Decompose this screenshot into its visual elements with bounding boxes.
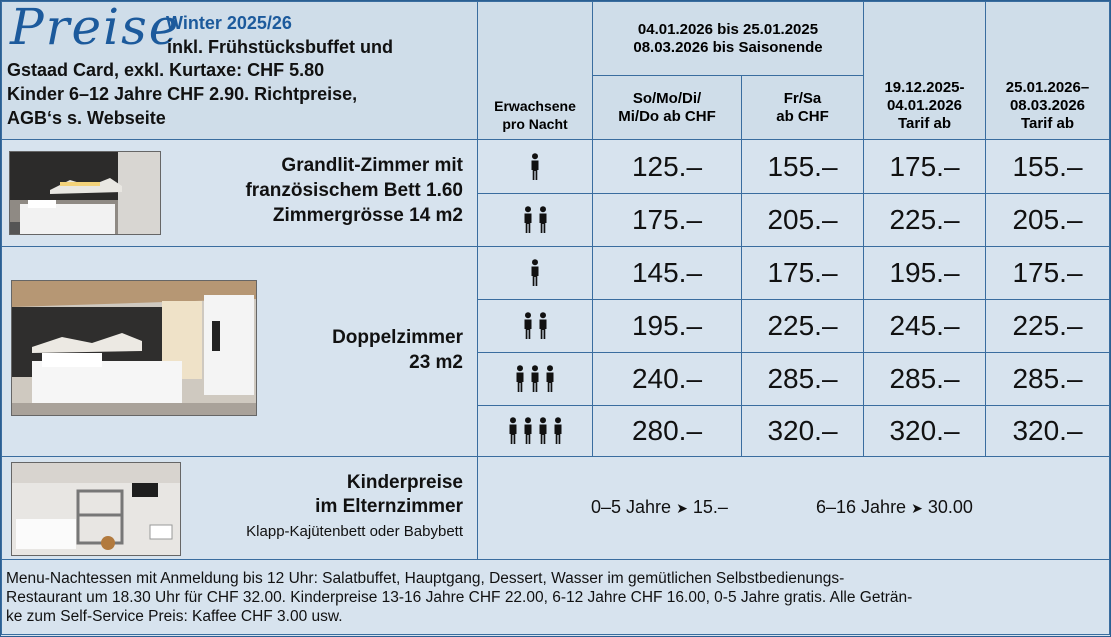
weekday-line2: Mi/Do ab CHF xyxy=(618,107,716,125)
person-icon xyxy=(515,365,525,393)
price-tarif2: 225.– xyxy=(985,299,1110,353)
adults-header-line2: pro Nacht xyxy=(502,116,568,132)
kids-price-young-value: 15.– xyxy=(692,497,728,517)
weekday-header xyxy=(592,75,742,140)
arrow-icon: ➤ xyxy=(676,500,688,516)
room-name-doppel xyxy=(332,325,463,375)
persons-cell-3p xyxy=(477,352,593,406)
price-weekday: 125.– xyxy=(592,139,742,194)
room-doppel xyxy=(1,246,478,457)
person-icon xyxy=(538,206,548,234)
room-name-line1: Doppelzimmer xyxy=(332,327,463,348)
adults-header xyxy=(477,1,593,140)
header-line-2: Gstaad Card, exkl. Kurtaxe: CHF 5.80 xyxy=(7,60,325,80)
tarif2-line2: 08.03.2026 xyxy=(1009,97,1086,114)
persons-cell-4p xyxy=(477,405,593,457)
tarif1-line1: 19.12.2025- xyxy=(884,79,965,96)
price-tarif1: 245.– xyxy=(863,299,986,353)
price-weekend: 155.– xyxy=(741,139,864,194)
period-line1: 04.01.2026 bis 25.01.2025 xyxy=(637,20,819,38)
season-label: Winter 2025/26 xyxy=(166,13,292,33)
kids-price-young xyxy=(591,497,728,518)
room-name-line2: 23 m2 xyxy=(409,352,463,373)
price-tarif2: 320.– xyxy=(985,405,1110,457)
room-photo-kids xyxy=(11,462,181,556)
person-icon xyxy=(530,259,540,287)
person-icon xyxy=(545,365,555,393)
price-weekday: 195.– xyxy=(592,299,742,353)
price-weekend: 205.– xyxy=(741,193,864,247)
price-tarif1: 320.– xyxy=(863,405,986,457)
footer-line-1: Menu-Nachtessen mit Anmeldung bis 12 Uhr: Salatbuffet, Hauptgang, Dessert, Wasser im gemütlichen Selbstbedienungs- xyxy=(6,570,845,587)
person-icon xyxy=(538,312,548,340)
kids-prices xyxy=(477,456,1110,560)
room-photo-grandlit xyxy=(9,151,161,235)
weekday-line1: So/Mo/Di/ xyxy=(632,89,702,107)
kids-panel xyxy=(1,456,478,560)
kids-title xyxy=(315,471,463,519)
price-weekend: 225.– xyxy=(741,299,864,353)
persons-cell-1p xyxy=(477,246,593,300)
weekend-header xyxy=(741,75,864,140)
arrow-icon: ➤ xyxy=(911,500,923,516)
title-script: Preise xyxy=(10,0,181,56)
family-room-photo-icon xyxy=(12,463,180,555)
bedroom-photo-icon xyxy=(10,152,160,234)
header-panel xyxy=(1,1,478,140)
person-icon xyxy=(538,417,548,445)
weekend-line1: Fr/Sa xyxy=(783,89,822,107)
period-header xyxy=(592,1,864,76)
room-name-grandlit xyxy=(245,153,463,228)
price-weekend: 175.– xyxy=(741,246,864,300)
room-name-line2: französischem Bett 1.60 xyxy=(245,180,463,201)
header-line-3: Kinder 6–12 Jahre CHF 2.90. Richtpreise, xyxy=(7,84,358,104)
person-icon xyxy=(523,312,533,340)
bedroom-photo-icon xyxy=(12,281,256,415)
footer-line-3: ke zum Self-Service Preis: Kaffee CHF 3.00 usw. xyxy=(6,608,343,625)
price-tarif2: 205.– xyxy=(985,193,1110,247)
person-icon xyxy=(523,417,533,445)
price-tarif2: 285.– xyxy=(985,352,1110,406)
price-tarif1: 175.– xyxy=(863,139,986,194)
footer-note xyxy=(1,559,1110,635)
price-weekday: 240.– xyxy=(592,352,742,406)
room-grandlit xyxy=(1,139,478,247)
tarif2-line3: Tarif ab xyxy=(1020,115,1075,132)
persons-cell-2p xyxy=(477,299,593,353)
tarif1-line3: Tarif ab xyxy=(897,115,952,132)
persons-cell-1p xyxy=(477,139,593,194)
weekend-line2: ab CHF xyxy=(776,107,829,125)
tarif2-header xyxy=(985,1,1110,140)
kids-subtitle: Klapp-Kajütenbett oder Babybett xyxy=(246,523,463,540)
persons-cell-2p xyxy=(477,193,593,247)
header-line-4: AGB‘s s. Webseite xyxy=(7,108,166,128)
tarif1-header xyxy=(863,1,986,140)
price-weekday: 145.– xyxy=(592,246,742,300)
tarif2-line1: 25.01.2026– xyxy=(1005,79,1090,96)
person-icon xyxy=(523,206,533,234)
price-tarif1: 285.– xyxy=(863,352,986,406)
room-photo-doppel xyxy=(11,280,257,416)
price-weekday: 175.– xyxy=(592,193,742,247)
period-line2: 08.03.2026 bis Saisonende xyxy=(633,38,823,56)
kids-price-older xyxy=(816,497,973,518)
person-icon xyxy=(508,417,518,445)
kids-price-older-label: 6–16 Jahre xyxy=(816,497,907,517)
price-tarif1: 195.– xyxy=(863,246,986,300)
price-weekend: 285.– xyxy=(741,352,864,406)
person-icon xyxy=(553,417,563,445)
price-tarif2: 155.– xyxy=(985,139,1110,194)
price-tarif1: 225.– xyxy=(863,193,986,247)
kids-price-older-value: 30.00 xyxy=(927,497,973,517)
price-weekend: 320.– xyxy=(741,405,864,457)
kids-title-line2: im Elternzimmer xyxy=(315,496,463,517)
tarif1-line2: 04.01.2026 xyxy=(886,97,963,114)
kids-price-young-label: 0–5 Jahre xyxy=(591,497,672,517)
price-weekday: 280.– xyxy=(592,405,742,457)
price-tarif2: 175.– xyxy=(985,246,1110,300)
room-name-line1: Grandlit-Zimmer mit xyxy=(281,155,463,176)
footer-line-2: Restaurant um 18.30 Uhr für CHF 32.00. Kinderpreise 13-16 Jahre CHF 22.00, 6-12 Jahre CHF 16.00, 0-5 Jahre gratis. Alle Geträn- xyxy=(6,589,913,606)
room-name-line3: Zimmergrösse 14 m2 xyxy=(272,205,463,226)
person-icon xyxy=(530,153,540,181)
header-line-1: inkl. Frühstücksbuffet und xyxy=(167,37,394,57)
adults-header-line1: Erwachsene xyxy=(494,98,576,114)
kids-title-line1: Kinderpreise xyxy=(346,472,463,493)
person-icon xyxy=(530,365,540,393)
